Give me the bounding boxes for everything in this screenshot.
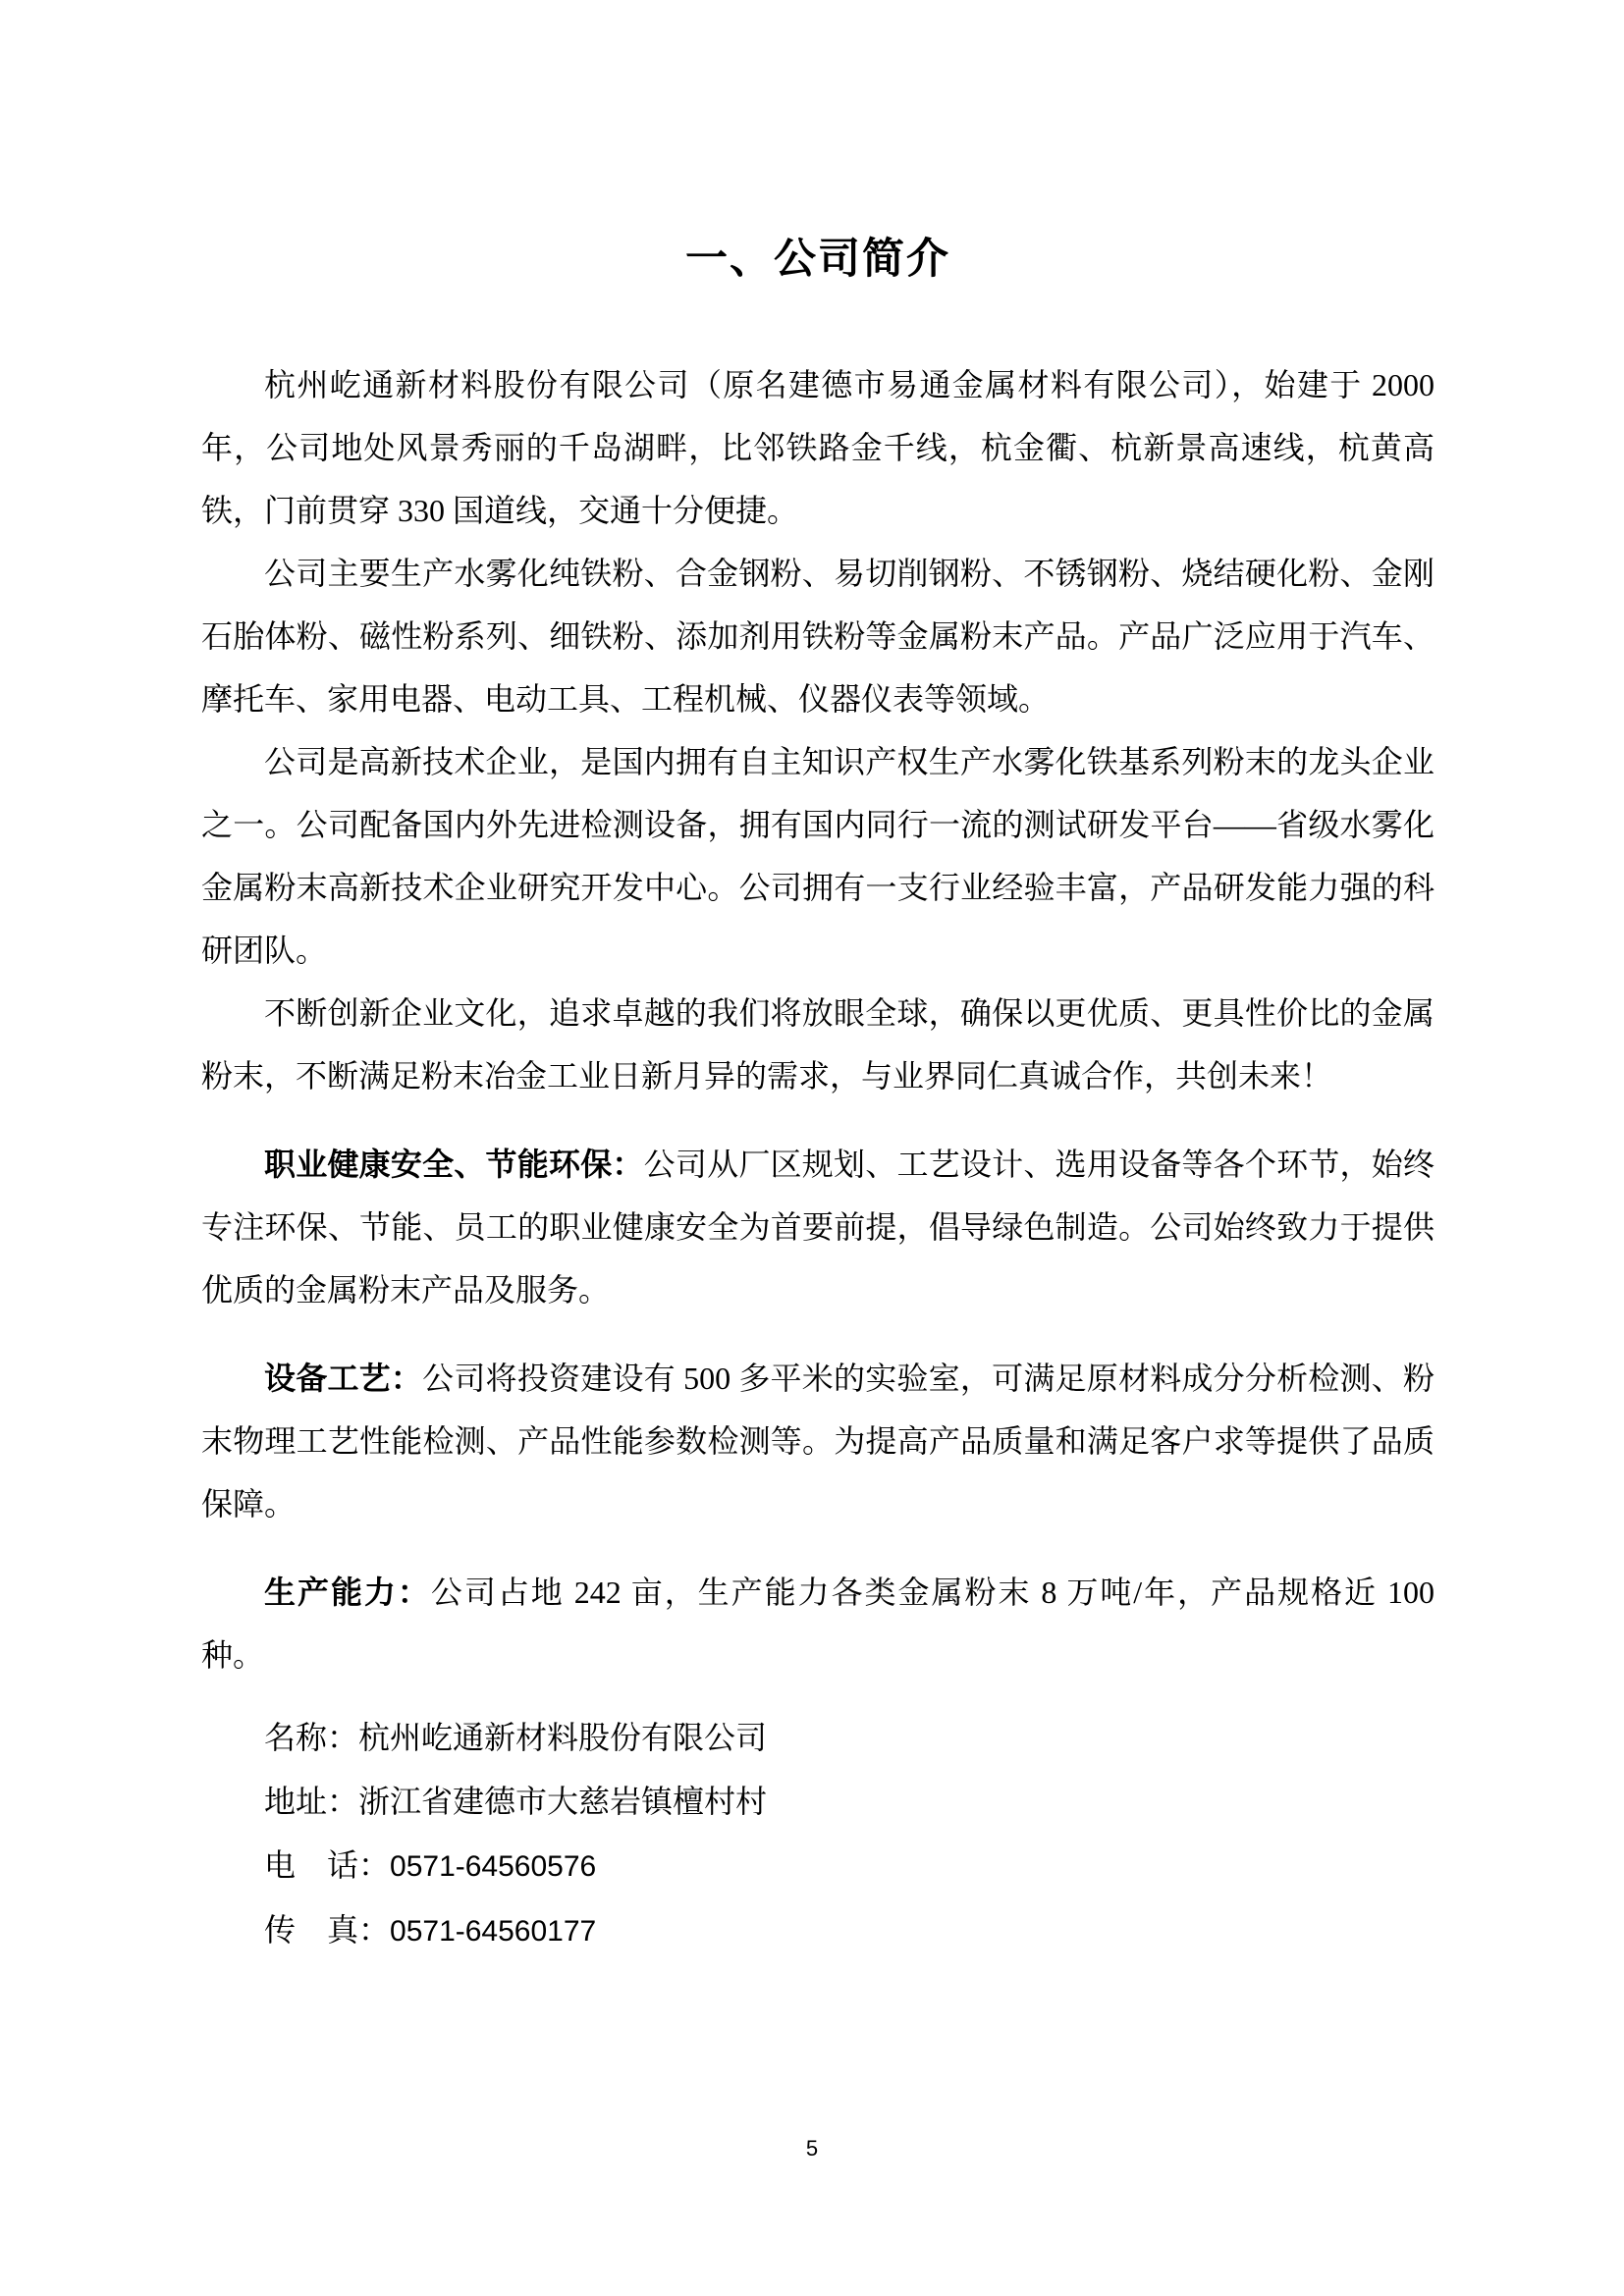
contact-info-block (201, 1706, 1435, 1963)
contact-label-address: 地址： (264, 1784, 359, 1819)
contact-label-phone: 电 话： (264, 1847, 391, 1883)
intro-paragraph-company-history: 杭州屹通新材料股份有限公司（原名建德市易通金属材料有限公司），始建于 2000 年，公司地处风景秀丽的千岛湖畔，比邻铁路金千线，杭金衢、杭新景高速线，杭黄高铁，门前贯穿 330 国道线，交通十分便捷。 (201, 367, 1435, 528)
section-paragraph-equipment (201, 1347, 1435, 1535)
contact-row-name (201, 1706, 1435, 1770)
section-lead-health-safety: 职业健康安全、节能环保： (264, 1147, 644, 1182)
contact-value-phone: 0571-64560576 (390, 1850, 597, 1883)
section-title: 一、公司简介 (685, 236, 950, 283)
contact-row-address (201, 1770, 1435, 1834)
intro-paragraph-products: 公司主要生产水雾化纯铁粉、合金钢粉、易切削钢粉、不锈钢粉、烧结硬化粉、金刚石胎体粉、磁性粉系列、细铁粉、添加剂用铁粉等金属粉末产品。产品广泛应用于汽车、摩托车、家用电器、电动工具、工程机械、仪器仪表等领域。 (201, 556, 1435, 717)
contact-label-fax: 传 真： (264, 1912, 391, 1948)
section-lead-equipment: 设备工艺： (264, 1361, 423, 1396)
contact-row-phone (201, 1834, 1435, 1898)
intro-paragraph-culture: 不断创新企业文化，追求卓越的我们将放眼全球，确保以更优质、更具性价比的金属粉末，不断满足粉末冶金工业日新月异的需求，与业界同仁真诚合作，共创未来！ (201, 995, 1435, 1094)
contact-value-fax: 0571-64560177 (390, 1915, 597, 1948)
section-paragraph-capacity (201, 1561, 1435, 1686)
contact-label-name: 名称： (264, 1720, 359, 1755)
contact-value-name: 杭州屹通新材料股份有限公司 (358, 1720, 768, 1755)
page-content (201, 0, 1435, 1963)
page-number: 5 (805, 2136, 819, 2161)
section-body-equipment: 公司将投资建设有 500 多平米的实验室，可满足原材料成分分析检测、粉末物理工艺性能检测、产品性能参数检测等。为提高产品质量和满足客户求等提供了品质保障。 (201, 1361, 1435, 1522)
intro-paragraph-technology: 公司是高新技术企业，是国内拥有自主知识产权生产水雾化铁基系列粉末的龙头企业之一。公司配备国内外先进检测设备，拥有国内同行一流的测试研发平台——省级水雾化金属粉末高新技术企业研究开发中心。公司拥有一支行业经验丰富，产品研发能力强的科研团队。 (201, 744, 1435, 968)
section-body-health-safety: 公司从厂区规划、工艺设计、选用设备等各个环节，始终专注环保、节能、员工的职业健康安全为首要前提，倡导绿色制造。公司始终致力于提供优质的金属粉末产品及服务。 (201, 1147, 1435, 1308)
section-body-capacity: 公司占地 242 亩，生产能力各类金属粉末 8 万吨/年，产品规格近 100 种。 (201, 1575, 1435, 1673)
contact-value-address: 浙江省建德市大慈岩镇檀村村 (358, 1784, 768, 1819)
section-paragraph-health-safety (201, 1133, 1435, 1321)
section-lead-capacity: 生产能力： (264, 1575, 431, 1610)
contact-row-fax (201, 1898, 1435, 1963)
